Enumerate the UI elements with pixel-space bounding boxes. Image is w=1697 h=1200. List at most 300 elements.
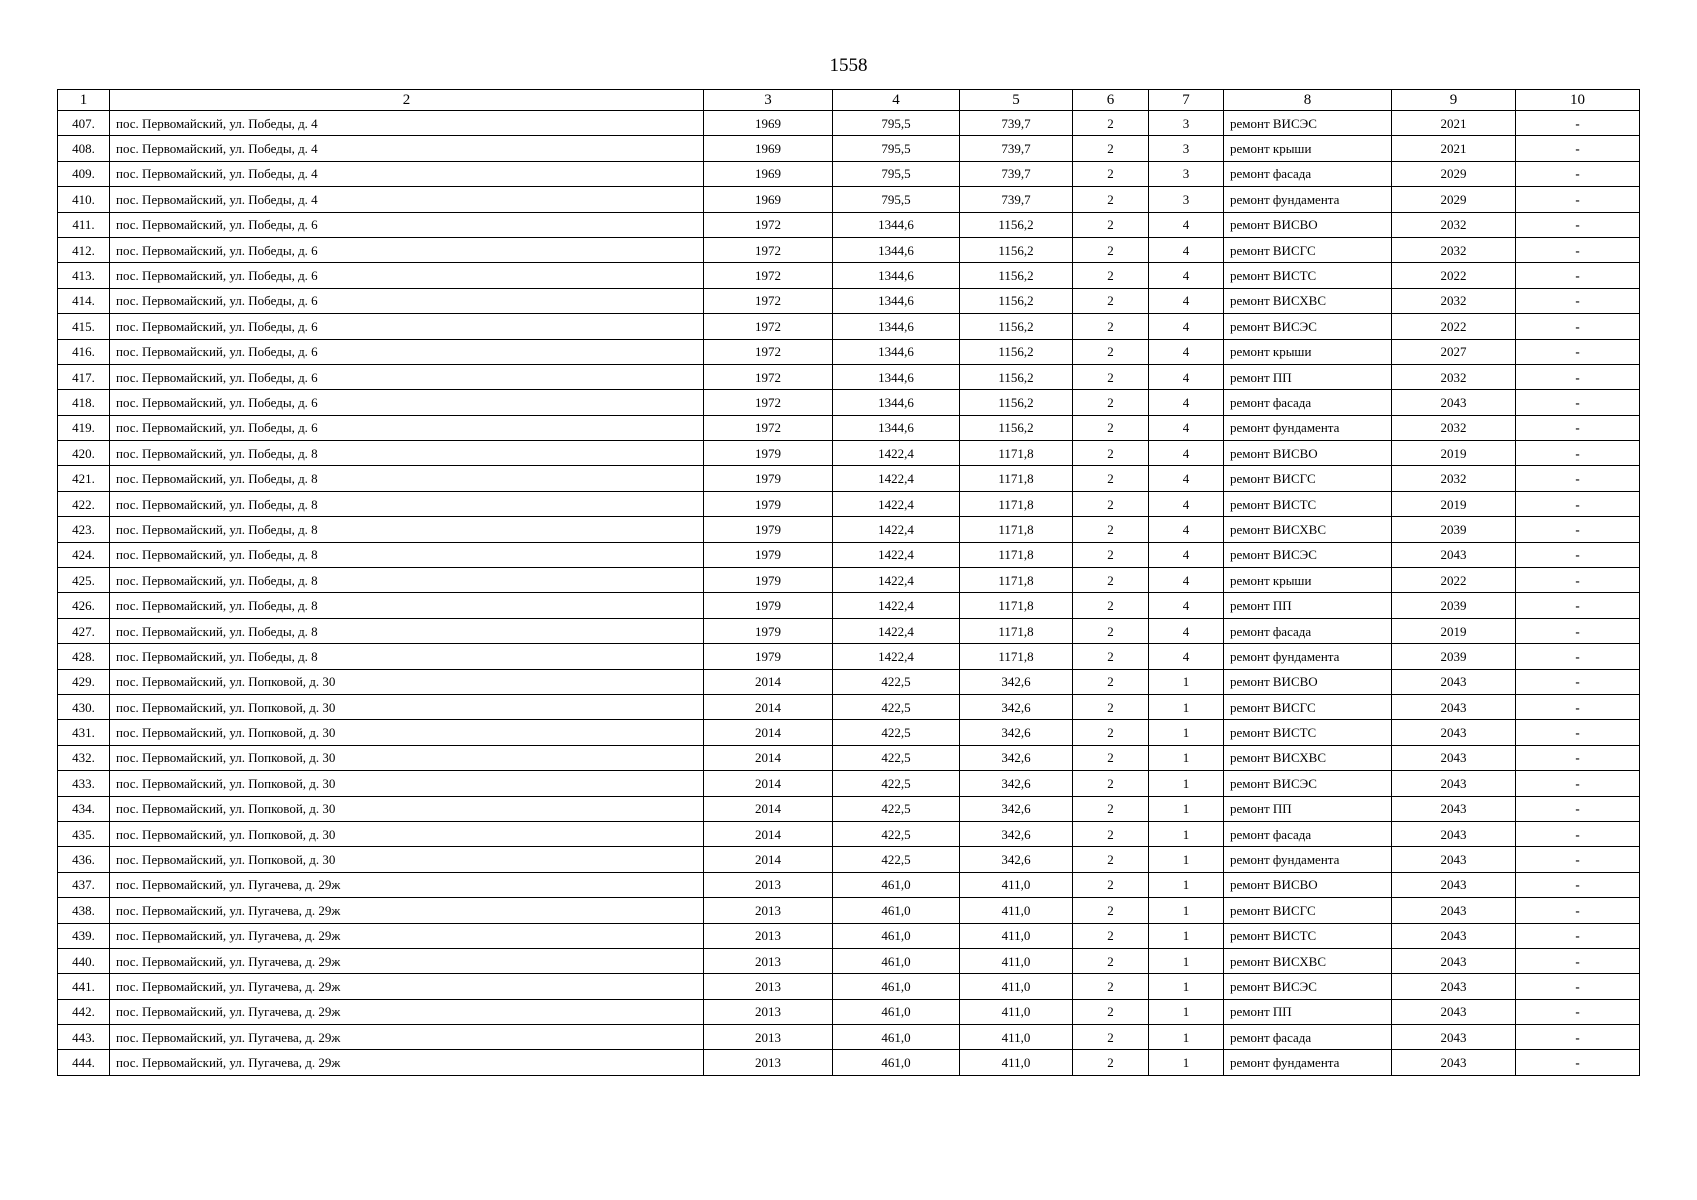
cell-total-area: 795,5 <box>833 136 960 161</box>
cell-value-10: - <box>1516 491 1640 516</box>
cell-value-6: 2 <box>1073 390 1149 415</box>
cell-year-built: 2014 <box>704 847 833 872</box>
cell-work-type: ремонт фасада <box>1224 821 1392 846</box>
table-row <box>58 593 1640 618</box>
cell-work-type: ремонт ВИСТС <box>1224 263 1392 288</box>
cell-year-built: 1979 <box>704 568 833 593</box>
cell-year-built: 1972 <box>704 364 833 389</box>
cell-total-area: 1344,6 <box>833 339 960 364</box>
cell-planned-year: 2043 <box>1392 974 1516 999</box>
column-header-3: 3 <box>704 90 833 111</box>
cell-value-6: 2 <box>1073 694 1149 719</box>
cell-value-7: 4 <box>1149 593 1224 618</box>
cell-value-7: 4 <box>1149 517 1224 542</box>
cell-address: пос. Первомайский, ул. Победы, д. 6 <box>110 237 704 262</box>
cell-value-6: 2 <box>1073 237 1149 262</box>
cell-value-10: - <box>1516 872 1640 897</box>
cell-year-built: 2013 <box>704 974 833 999</box>
cell-planned-year: 2043 <box>1392 898 1516 923</box>
cell-planned-year: 2043 <box>1392 872 1516 897</box>
cell-value-10: - <box>1516 796 1640 821</box>
cell-planned-year: 2043 <box>1392 948 1516 973</box>
cell-row-number: 430. <box>58 694 110 719</box>
cell-year-built: 2014 <box>704 796 833 821</box>
cell-planned-year: 2021 <box>1392 111 1516 136</box>
cell-living-area: 1156,2 <box>960 339 1073 364</box>
cell-living-area: 1171,8 <box>960 441 1073 466</box>
cell-work-type: ремонт ПП <box>1224 999 1392 1024</box>
cell-living-area: 1171,8 <box>960 618 1073 643</box>
cell-planned-year: 2043 <box>1392 669 1516 694</box>
table-row <box>58 847 1640 872</box>
cell-value-10: - <box>1516 593 1640 618</box>
cell-total-area: 1344,6 <box>833 364 960 389</box>
cell-living-area: 411,0 <box>960 923 1073 948</box>
cell-work-type: ремонт ВИСЭС <box>1224 314 1392 339</box>
cell-address: пос. Первомайский, ул. Пугачева, д. 29ж <box>110 974 704 999</box>
cell-year-built: 1972 <box>704 390 833 415</box>
cell-living-area: 411,0 <box>960 898 1073 923</box>
cell-value-6: 2 <box>1073 364 1149 389</box>
repair-schedule-table <box>57 89 1640 1076</box>
cell-living-area: 1156,2 <box>960 288 1073 313</box>
cell-row-number: 436. <box>58 847 110 872</box>
cell-total-area: 795,5 <box>833 187 960 212</box>
cell-value-6: 2 <box>1073 161 1149 186</box>
cell-planned-year: 2043 <box>1392 720 1516 745</box>
cell-row-number: 435. <box>58 821 110 846</box>
cell-value-7: 1 <box>1149 1025 1224 1050</box>
table-row <box>58 517 1640 542</box>
cell-row-number: 426. <box>58 593 110 618</box>
cell-address: пос. Первомайский, ул. Победы, д. 6 <box>110 263 704 288</box>
cell-row-number: 412. <box>58 237 110 262</box>
cell-value-7: 4 <box>1149 364 1224 389</box>
cell-living-area: 411,0 <box>960 948 1073 973</box>
cell-total-area: 1422,4 <box>833 593 960 618</box>
cell-year-built: 1979 <box>704 542 833 567</box>
cell-value-6: 2 <box>1073 491 1149 516</box>
cell-living-area: 342,6 <box>960 745 1073 770</box>
table-row <box>58 339 1640 364</box>
cell-living-area: 1156,2 <box>960 237 1073 262</box>
cell-living-area: 411,0 <box>960 1025 1073 1050</box>
cell-value-7: 1 <box>1149 923 1224 948</box>
cell-year-built: 1972 <box>704 263 833 288</box>
cell-value-6: 2 <box>1073 136 1149 161</box>
cell-planned-year: 2043 <box>1392 1050 1516 1075</box>
cell-value-7: 1 <box>1149 694 1224 719</box>
cell-living-area: 1171,8 <box>960 593 1073 618</box>
cell-value-6: 2 <box>1073 644 1149 669</box>
cell-living-area: 739,7 <box>960 161 1073 186</box>
cell-living-area: 411,0 <box>960 872 1073 897</box>
cell-total-area: 1344,6 <box>833 390 960 415</box>
cell-value-6: 2 <box>1073 187 1149 212</box>
cell-address: пос. Первомайский, ул. Пугачева, д. 29ж <box>110 923 704 948</box>
cell-living-area: 342,6 <box>960 796 1073 821</box>
cell-work-type: ремонт фасада <box>1224 161 1392 186</box>
table-row <box>58 415 1640 440</box>
cell-value-6: 2 <box>1073 517 1149 542</box>
cell-living-area: 342,6 <box>960 821 1073 846</box>
cell-living-area: 1156,2 <box>960 390 1073 415</box>
table-row <box>58 745 1640 770</box>
table-row <box>58 720 1640 745</box>
cell-value-7: 1 <box>1149 974 1224 999</box>
cell-living-area: 1156,2 <box>960 415 1073 440</box>
cell-value-10: - <box>1516 1050 1640 1075</box>
cell-work-type: ремонт ВИСХВС <box>1224 288 1392 313</box>
cell-value-10: - <box>1516 821 1640 846</box>
cell-year-built: 1979 <box>704 441 833 466</box>
cell-value-7: 1 <box>1149 948 1224 973</box>
cell-address: пос. Первомайский, ул. Победы, д. 6 <box>110 288 704 313</box>
cell-total-area: 422,5 <box>833 821 960 846</box>
cell-work-type: ремонт ВИСВО <box>1224 669 1392 694</box>
cell-total-area: 422,5 <box>833 796 960 821</box>
table-row <box>58 898 1640 923</box>
cell-total-area: 422,5 <box>833 771 960 796</box>
cell-row-number: 438. <box>58 898 110 923</box>
cell-value-6: 2 <box>1073 542 1149 567</box>
cell-work-type: ремонт ВИСГС <box>1224 694 1392 719</box>
cell-work-type: ремонт ВИСГС <box>1224 237 1392 262</box>
cell-address: пос. Первомайский, ул. Попковой, д. 30 <box>110 821 704 846</box>
cell-value-7: 1 <box>1149 745 1224 770</box>
cell-row-number: 424. <box>58 542 110 567</box>
cell-value-10: - <box>1516 847 1640 872</box>
table-row <box>58 136 1640 161</box>
cell-value-6: 2 <box>1073 1025 1149 1050</box>
cell-planned-year: 2019 <box>1392 491 1516 516</box>
table-row <box>58 491 1640 516</box>
cell-living-area: 1156,2 <box>960 263 1073 288</box>
cell-value-7: 1 <box>1149 821 1224 846</box>
cell-work-type: ремонт фундамента <box>1224 847 1392 872</box>
cell-row-number: 410. <box>58 187 110 212</box>
cell-address: пос. Первомайский, ул. Победы, д. 6 <box>110 415 704 440</box>
cell-planned-year: 2039 <box>1392 517 1516 542</box>
cell-total-area: 1344,6 <box>833 288 960 313</box>
cell-total-area: 422,5 <box>833 847 960 872</box>
cell-work-type: ремонт ПП <box>1224 796 1392 821</box>
table-row <box>58 1025 1640 1050</box>
cell-total-area: 1344,6 <box>833 263 960 288</box>
cell-total-area: 461,0 <box>833 999 960 1024</box>
cell-living-area: 1171,8 <box>960 568 1073 593</box>
cell-year-built: 1972 <box>704 339 833 364</box>
cell-value-7: 4 <box>1149 644 1224 669</box>
cell-planned-year: 2043 <box>1392 745 1516 770</box>
cell-planned-year: 2032 <box>1392 237 1516 262</box>
cell-living-area: 1171,8 <box>960 644 1073 669</box>
cell-total-area: 461,0 <box>833 872 960 897</box>
cell-row-number: 440. <box>58 948 110 973</box>
cell-value-7: 4 <box>1149 568 1224 593</box>
cell-address: пос. Первомайский, ул. Победы, д. 4 <box>110 187 704 212</box>
cell-total-area: 461,0 <box>833 1050 960 1075</box>
cell-address: пос. Первомайский, ул. Попковой, д. 30 <box>110 771 704 796</box>
cell-value-7: 3 <box>1149 161 1224 186</box>
cell-row-number: 432. <box>58 745 110 770</box>
cell-value-7: 1 <box>1149 796 1224 821</box>
cell-address: пос. Первомайский, ул. Победы, д. 8 <box>110 644 704 669</box>
cell-row-number: 429. <box>58 669 110 694</box>
cell-total-area: 1344,6 <box>833 237 960 262</box>
cell-address: пос. Первомайский, ул. Победы, д. 8 <box>110 618 704 643</box>
column-header-1: 1 <box>58 90 110 111</box>
cell-living-area: 342,6 <box>960 847 1073 872</box>
cell-total-area: 461,0 <box>833 948 960 973</box>
cell-address: пос. Первомайский, ул. Попковой, д. 30 <box>110 669 704 694</box>
cell-planned-year: 2029 <box>1392 161 1516 186</box>
cell-work-type: ремонт ВИСТС <box>1224 720 1392 745</box>
table-row <box>58 1050 1640 1075</box>
cell-row-number: 427. <box>58 618 110 643</box>
cell-planned-year: 2043 <box>1392 694 1516 719</box>
cell-value-10: - <box>1516 720 1640 745</box>
cell-value-10: - <box>1516 1025 1640 1050</box>
cell-year-built: 1979 <box>704 517 833 542</box>
cell-work-type: ремонт ВИСТС <box>1224 923 1392 948</box>
table-row <box>58 974 1640 999</box>
cell-year-built: 1972 <box>704 314 833 339</box>
cell-address: пос. Первомайский, ул. Победы, д. 6 <box>110 390 704 415</box>
cell-year-built: 2014 <box>704 821 833 846</box>
cell-work-type: ремонт ПП <box>1224 364 1392 389</box>
cell-value-7: 4 <box>1149 441 1224 466</box>
table-row <box>58 999 1640 1024</box>
cell-address: пос. Первомайский, ул. Победы, д. 6 <box>110 212 704 237</box>
cell-value-10: - <box>1516 237 1640 262</box>
column-header-7: 7 <box>1149 90 1224 111</box>
table-row <box>58 364 1640 389</box>
cell-row-number: 420. <box>58 441 110 466</box>
cell-address: пос. Первомайский, ул. Победы, д. 8 <box>110 441 704 466</box>
cell-work-type: ремонт крыши <box>1224 568 1392 593</box>
cell-value-6: 2 <box>1073 212 1149 237</box>
cell-living-area: 1171,8 <box>960 491 1073 516</box>
table-row <box>58 948 1640 973</box>
cell-planned-year: 2043 <box>1392 847 1516 872</box>
cell-year-built: 1979 <box>704 491 833 516</box>
cell-address: пос. Первомайский, ул. Пугачева, д. 29ж <box>110 872 704 897</box>
cell-address: пос. Первомайский, ул. Победы, д. 8 <box>110 517 704 542</box>
cell-work-type: ремонт фундамента <box>1224 187 1392 212</box>
cell-total-area: 1422,4 <box>833 466 960 491</box>
cell-row-number: 428. <box>58 644 110 669</box>
cell-address: пос. Первомайский, ул. Победы, д. 6 <box>110 364 704 389</box>
cell-work-type: ремонт ВИСВО <box>1224 872 1392 897</box>
cell-planned-year: 2043 <box>1392 542 1516 567</box>
cell-planned-year: 2039 <box>1392 644 1516 669</box>
cell-row-number: 409. <box>58 161 110 186</box>
cell-year-built: 1972 <box>704 415 833 440</box>
cell-row-number: 441. <box>58 974 110 999</box>
cell-row-number: 407. <box>58 111 110 136</box>
cell-year-built: 2013 <box>704 999 833 1024</box>
cell-address: пос. Первомайский, ул. Пугачева, д. 29ж <box>110 898 704 923</box>
table-row <box>58 669 1640 694</box>
cell-planned-year: 2022 <box>1392 314 1516 339</box>
cell-address: пос. Первомайский, ул. Пугачева, д. 29ж <box>110 948 704 973</box>
cell-planned-year: 2032 <box>1392 212 1516 237</box>
column-header-9: 9 <box>1392 90 1516 111</box>
cell-living-area: 411,0 <box>960 974 1073 999</box>
cell-value-10: - <box>1516 390 1640 415</box>
cell-value-10: - <box>1516 923 1640 948</box>
cell-value-7: 4 <box>1149 466 1224 491</box>
cell-address: пос. Первомайский, ул. Попковой, д. 30 <box>110 847 704 872</box>
cell-value-6: 2 <box>1073 593 1149 618</box>
cell-total-area: 1422,4 <box>833 491 960 516</box>
cell-total-area: 461,0 <box>833 1025 960 1050</box>
cell-value-10: - <box>1516 974 1640 999</box>
cell-address: пос. Первомайский, ул. Попковой, д. 30 <box>110 745 704 770</box>
cell-value-6: 2 <box>1073 263 1149 288</box>
cell-value-6: 2 <box>1073 923 1149 948</box>
cell-value-7: 1 <box>1149 999 1224 1024</box>
cell-value-6: 2 <box>1073 466 1149 491</box>
cell-work-type: ремонт фундамента <box>1224 415 1392 440</box>
cell-value-7: 4 <box>1149 212 1224 237</box>
cell-year-built: 2014 <box>704 694 833 719</box>
cell-row-number: 434. <box>58 796 110 821</box>
table-body <box>58 111 1640 1076</box>
cell-value-10: - <box>1516 288 1640 313</box>
cell-year-built: 1972 <box>704 288 833 313</box>
cell-row-number: 418. <box>58 390 110 415</box>
cell-planned-year: 2043 <box>1392 796 1516 821</box>
cell-value-6: 2 <box>1073 111 1149 136</box>
cell-row-number: 431. <box>58 720 110 745</box>
cell-work-type: ремонт ПП <box>1224 593 1392 618</box>
cell-address: пос. Первомайский, ул. Победы, д. 8 <box>110 491 704 516</box>
table-row <box>58 771 1640 796</box>
cell-address: пос. Первомайский, ул. Победы, д. 8 <box>110 568 704 593</box>
cell-value-6: 2 <box>1073 745 1149 770</box>
table-row <box>58 821 1640 846</box>
table-row <box>58 263 1640 288</box>
cell-row-number: 408. <box>58 136 110 161</box>
cell-planned-year: 2043 <box>1392 390 1516 415</box>
cell-year-built: 2013 <box>704 1025 833 1050</box>
table-row <box>58 644 1640 669</box>
cell-value-6: 2 <box>1073 999 1149 1024</box>
cell-living-area: 739,7 <box>960 136 1073 161</box>
cell-planned-year: 2019 <box>1392 618 1516 643</box>
cell-value-7: 4 <box>1149 288 1224 313</box>
cell-value-10: - <box>1516 694 1640 719</box>
cell-address: пос. Первомайский, ул. Попковой, д. 30 <box>110 796 704 821</box>
cell-year-built: 2013 <box>704 1050 833 1075</box>
cell-value-7: 4 <box>1149 339 1224 364</box>
table-row <box>58 542 1640 567</box>
cell-planned-year: 2029 <box>1392 187 1516 212</box>
cell-value-6: 2 <box>1073 948 1149 973</box>
cell-work-type: ремонт фасада <box>1224 618 1392 643</box>
cell-total-area: 422,5 <box>833 694 960 719</box>
column-header-10: 10 <box>1516 90 1640 111</box>
cell-total-area: 795,5 <box>833 161 960 186</box>
cell-living-area: 1171,8 <box>960 466 1073 491</box>
cell-total-area: 461,0 <box>833 974 960 999</box>
cell-value-10: - <box>1516 644 1640 669</box>
cell-year-built: 1969 <box>704 161 833 186</box>
column-header-5: 5 <box>960 90 1073 111</box>
cell-value-6: 2 <box>1073 821 1149 846</box>
cell-value-10: - <box>1516 339 1640 364</box>
cell-value-7: 4 <box>1149 542 1224 567</box>
cell-address: пос. Первомайский, ул. Попковой, д. 30 <box>110 720 704 745</box>
cell-row-number: 415. <box>58 314 110 339</box>
cell-year-built: 1979 <box>704 466 833 491</box>
cell-total-area: 795,5 <box>833 111 960 136</box>
table-row <box>58 441 1640 466</box>
cell-year-built: 2014 <box>704 720 833 745</box>
cell-planned-year: 2027 <box>1392 339 1516 364</box>
cell-total-area: 461,0 <box>833 923 960 948</box>
cell-total-area: 1422,4 <box>833 441 960 466</box>
column-header-6: 6 <box>1073 90 1149 111</box>
cell-living-area: 1156,2 <box>960 364 1073 389</box>
cell-planned-year: 2043 <box>1392 923 1516 948</box>
cell-living-area: 411,0 <box>960 1050 1073 1075</box>
cell-work-type: ремонт ВИСЭС <box>1224 542 1392 567</box>
cell-total-area: 1422,4 <box>833 644 960 669</box>
table-row <box>58 187 1640 212</box>
table-row <box>58 618 1640 643</box>
cell-address: пос. Первомайский, ул. Пугачева, д. 29ж <box>110 1025 704 1050</box>
cell-address: пос. Первомайский, ул. Пугачева, д. 29ж <box>110 999 704 1024</box>
cell-living-area: 1156,2 <box>960 314 1073 339</box>
cell-value-10: - <box>1516 745 1640 770</box>
table-row <box>58 161 1640 186</box>
cell-value-6: 2 <box>1073 720 1149 745</box>
cell-year-built: 1979 <box>704 593 833 618</box>
cell-value-6: 2 <box>1073 771 1149 796</box>
cell-value-6: 2 <box>1073 618 1149 643</box>
cell-total-area: 1422,4 <box>833 517 960 542</box>
cell-value-10: - <box>1516 999 1640 1024</box>
cell-value-7: 3 <box>1149 136 1224 161</box>
cell-year-built: 1979 <box>704 644 833 669</box>
cell-living-area: 1171,8 <box>960 517 1073 542</box>
cell-value-10: - <box>1516 136 1640 161</box>
cell-living-area: 739,7 <box>960 111 1073 136</box>
cell-value-7: 4 <box>1149 314 1224 339</box>
cell-row-number: 422. <box>58 491 110 516</box>
cell-value-7: 4 <box>1149 491 1224 516</box>
column-header-8: 8 <box>1224 90 1392 111</box>
cell-value-6: 2 <box>1073 669 1149 694</box>
cell-address: пос. Первомайский, ул. Победы, д. 4 <box>110 161 704 186</box>
cell-row-number: 411. <box>58 212 110 237</box>
cell-living-area: 342,6 <box>960 694 1073 719</box>
cell-year-built: 2013 <box>704 872 833 897</box>
cell-value-7: 4 <box>1149 263 1224 288</box>
cell-total-area: 1344,6 <box>833 212 960 237</box>
table-row <box>58 314 1640 339</box>
cell-year-built: 1969 <box>704 187 833 212</box>
table-row <box>58 237 1640 262</box>
cell-value-6: 2 <box>1073 847 1149 872</box>
cell-planned-year: 2043 <box>1392 821 1516 846</box>
cell-row-number: 413. <box>58 263 110 288</box>
cell-year-built: 1972 <box>704 237 833 262</box>
cell-value-7: 1 <box>1149 720 1224 745</box>
